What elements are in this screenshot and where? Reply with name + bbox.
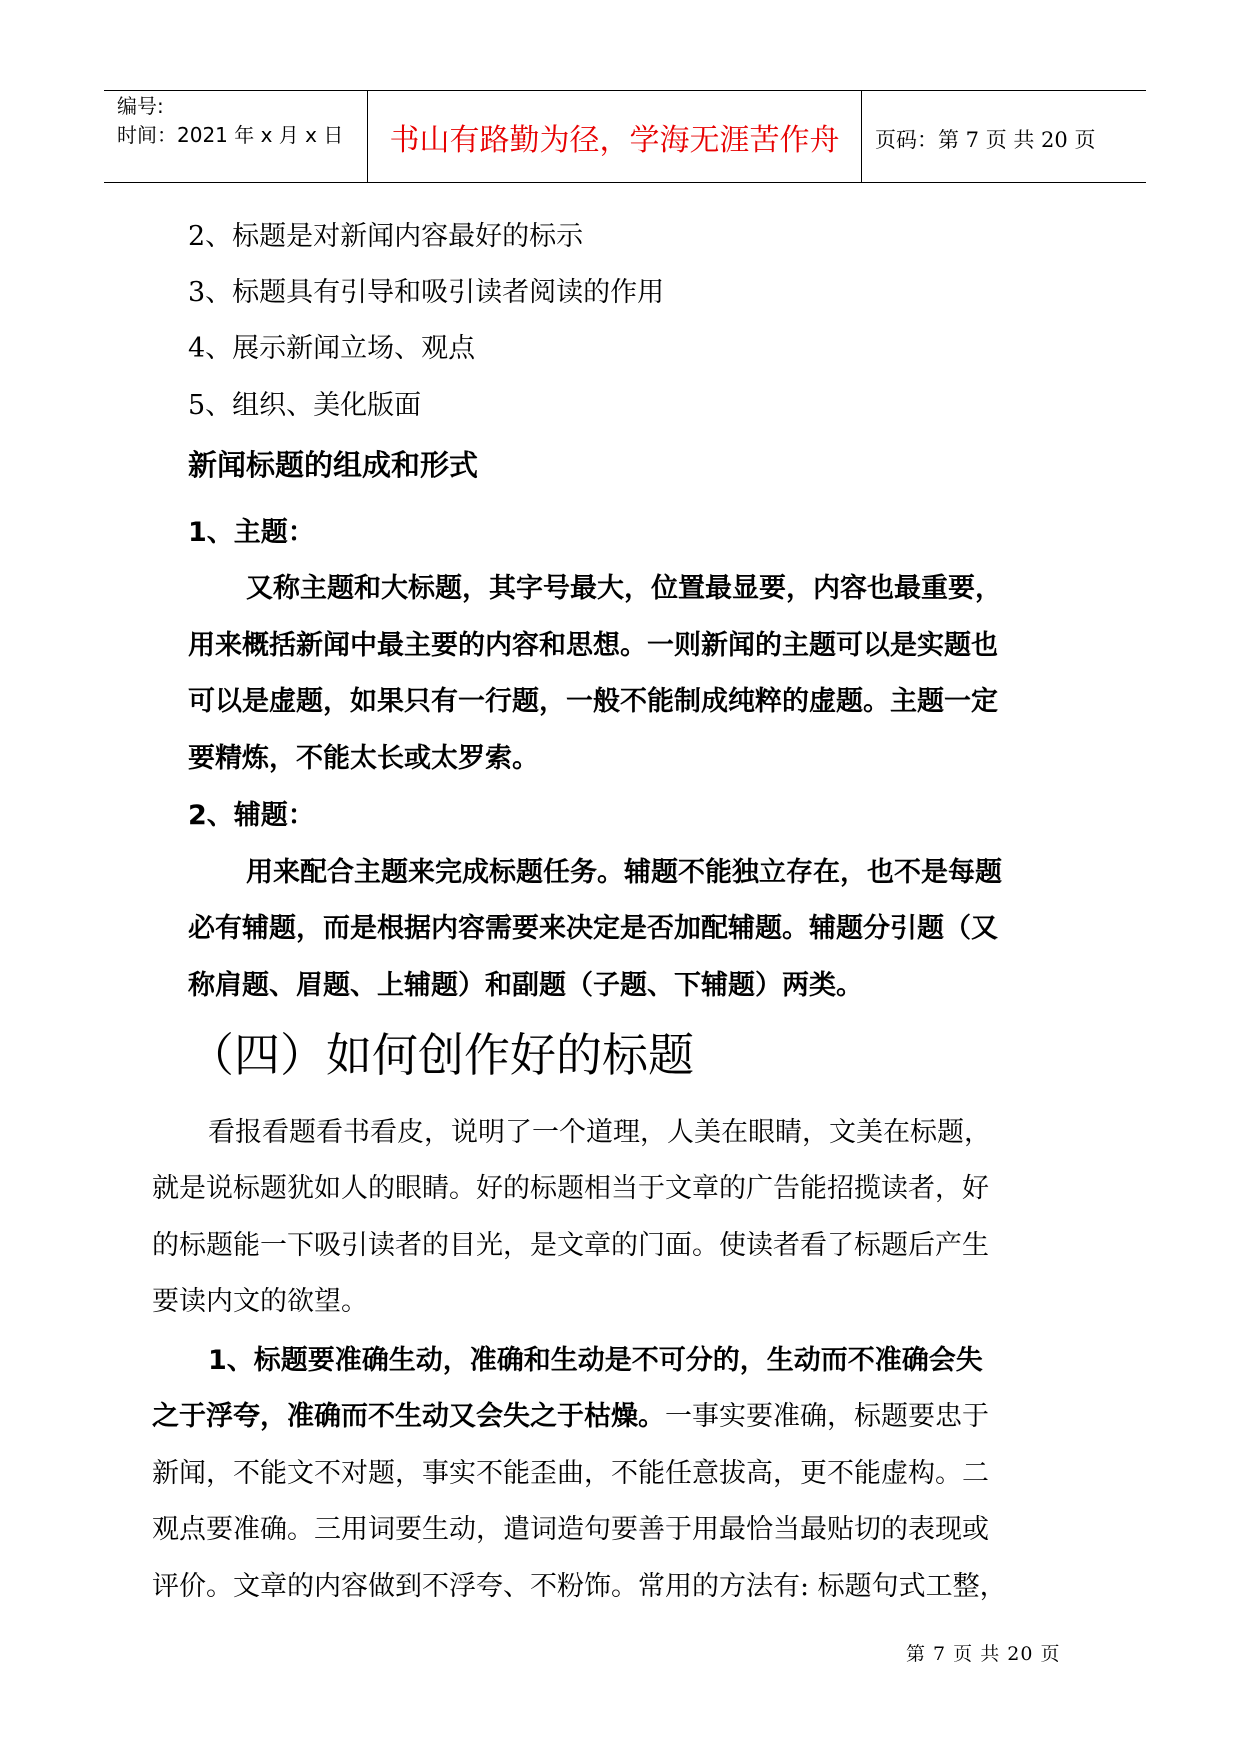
list-item: 5、组织、美化版面: [188, 390, 422, 421]
paragraph-line: 看报看题看书看皮，说明了一个道理，人美在眼睛，文美在标题，: [208, 1117, 991, 1148]
header-time-label: 时间：2021 年 x 月 x 日: [117, 123, 344, 147]
chapter-heading: （四）如何创作好的标题: [188, 1028, 694, 1082]
paragraph-line: 要读内文的欲望。: [152, 1286, 368, 1317]
page-footer: 第 7 页 共 20 页: [906, 1643, 1061, 1665]
header-left-cell: [117, 92, 343, 150]
bold-text: 之于浮夸，准确而不生动又会失之于枯燥。: [152, 1401, 665, 1432]
subsection-title: 1、主题：: [188, 517, 315, 548]
list-item: 4、展示新闻立场、观点: [188, 333, 476, 364]
header-divider-right: [861, 91, 862, 182]
paragraph-line: 新闻，不能文不对题，事实不能歪曲，不能任意拔高，更不能虚构。二: [152, 1458, 989, 1489]
paragraph-line: 用来概括新闻中最主要的内容和思想。一则新闻的主题可以是实题也: [188, 630, 998, 661]
paragraph-line-mixed: [152, 1394, 989, 1433]
header-number-label: 编号:: [117, 94, 164, 118]
subsection-title: 2、辅题：: [188, 800, 315, 831]
header-motto: 书山有路勤为径，学海无涯苦作舟: [389, 122, 840, 158]
header-bottom-rule: [104, 182, 1146, 183]
paragraph-line: 可以是虚题，如果只有一行题，一般不能制成纯粹的虚题。主题一定: [188, 686, 998, 717]
paragraph-line: 就是说标题犹如人的眼睛。好的标题相当于文章的广告能招揽读者，好: [152, 1173, 989, 1204]
regular-text: 一事实要准确，标题要忠于: [665, 1401, 989, 1432]
list-item: 2、标题是对新闻内容最好的标示: [188, 221, 584, 252]
list-item: 3、标题具有引导和吸引读者阅读的作用: [188, 277, 665, 308]
paragraph-line: 用来配合主题来完成标题任务。辅题不能独立存在，也不是每题: [246, 857, 1002, 888]
paragraph-line: 必有辅题，而是根据内容需要来决定是否加配辅题。辅题分引题（又: [188, 913, 998, 944]
paragraph-line: 的标题能一下吸引读者的目光，是文章的门面。使读者看了标题后产生: [152, 1230, 989, 1261]
paragraph-line: 称肩题、眉题、上辅题）和副题（子题、下辅题）两类。: [188, 970, 863, 1001]
paragraph-line: 观点要准确。三用词要生动，遣词造句要善于用最恰当最贴切的表现或: [152, 1514, 989, 1545]
paragraph-line: 1、标题要准确生动，准确和生动是不可分的，生动而不准确会失: [208, 1345, 983, 1376]
paragraph-line: 要精炼，不能太长或太罗索。: [188, 743, 539, 774]
section-title: 新闻标题的组成和形式: [188, 448, 479, 482]
header-page-label: 页码：第 7 页 共 20 页: [875, 128, 1096, 152]
paragraph-line: 评价。文章的内容做到不浮夸、不粉饰。常用的方法有: 标题句式工整，: [152, 1571, 1007, 1602]
paragraph-line: 又称主题和大标题，其字号最大，位置最显要，内容也最重要，: [246, 573, 1002, 604]
